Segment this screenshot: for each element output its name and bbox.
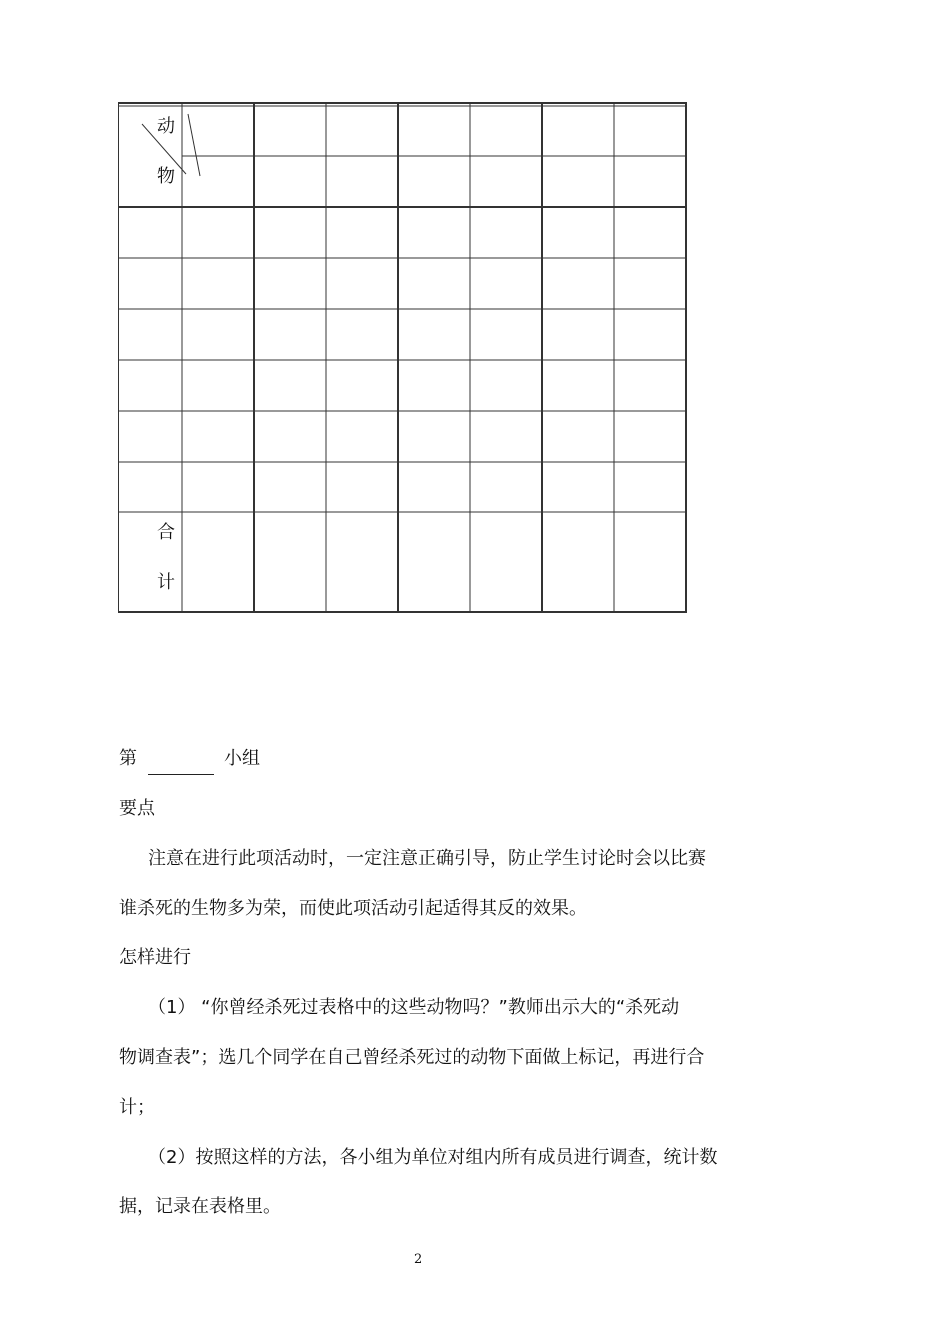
procedure-step1-line-2: 物调查表”；选几个同学在自己曾经杀死过的动物下面做上标记，再进行合	[119, 1047, 705, 1068]
total-row-label-2: 计	[157, 572, 175, 593]
header-corner-label-2: 物	[157, 166, 175, 187]
procedure-step1-line-1: （1） “你曾经杀死过表格中的这些动物吗？”教师出示大的“杀死动	[148, 997, 680, 1018]
procedure-step2-line-1: （2）按照这样的方法，各小组为单位对组内所有成员进行调查，统计数	[148, 1147, 718, 1168]
header-corner-label-1: 动	[157, 116, 175, 137]
header-diagonal-right	[188, 114, 200, 176]
key-points-heading: 要点	[119, 798, 155, 819]
procedure-step1-line-3: 计；	[119, 1097, 155, 1118]
group-suffix: 小组	[224, 748, 260, 769]
table-grid	[118, 102, 687, 614]
page-number: 2	[414, 1252, 423, 1267]
key-points-line-2: 谁杀死的生物多为荣，而使此项活动引起适得其反的效果。	[119, 898, 587, 919]
group-prefix: 第	[119, 748, 137, 769]
animal-survey-table	[118, 102, 687, 614]
procedure-heading: 怎样进行	[119, 947, 191, 968]
key-points-line-1: 注意在进行此项活动时，一定注意正确引导，防止学生讨论时会以比赛	[148, 848, 706, 869]
group-number-blank	[148, 774, 214, 775]
procedure-step2-line-2: 据，记录在表格里。	[119, 1196, 281, 1217]
total-row-label-1: 合	[157, 522, 175, 543]
